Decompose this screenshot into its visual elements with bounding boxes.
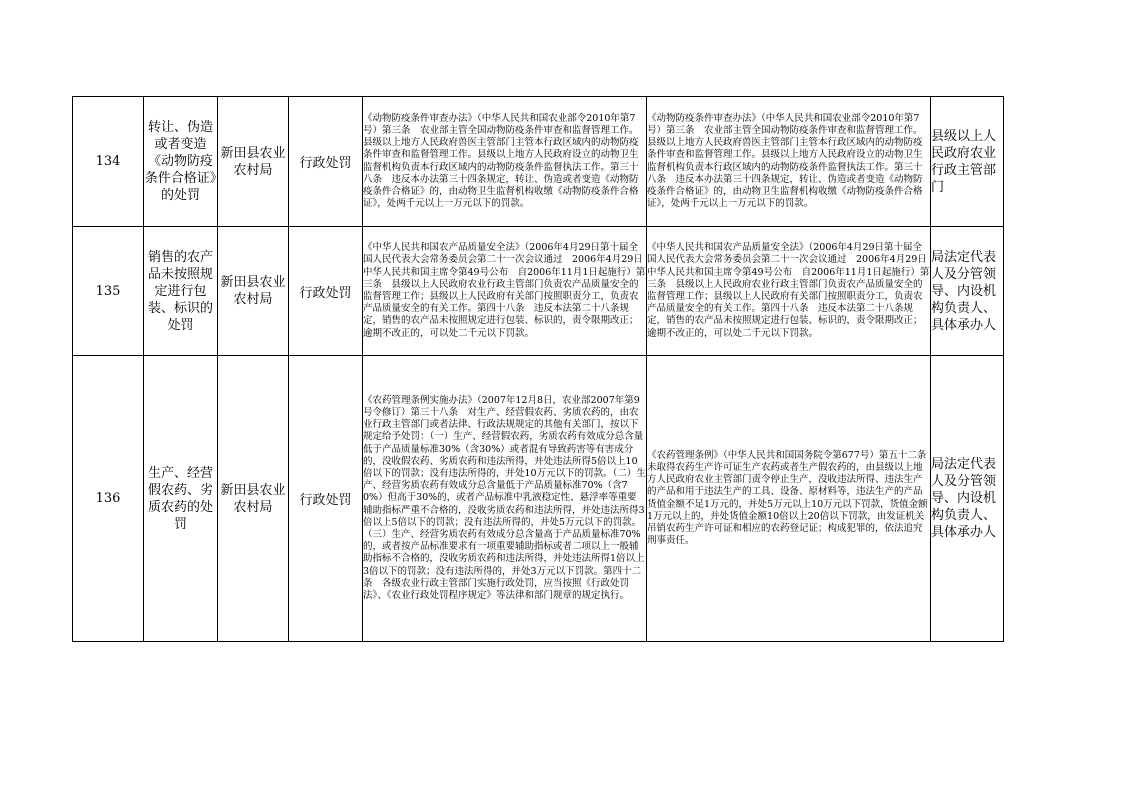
penalty-rule: 《动物防疫条件审查办法》（中华人民共和国农业部令2010年第7号）第三条 农业部主管全国动物防疫条件审查和监督管理工作。县级以上地方人民政府兽医主管部门主管本行政区域内的动物防疫条件审查和监督管理工作。县级以上地方人民政府设立的动物卫生监督机构负责本行政区域内的动物防疫条件监督执法工作。第三十八条 违反本办法第三十四条规定，转让、伪造或者变造《动物防疫条件合格证》的，由动物卫生监督机构收缴《动物防疫条件合格证》，处两千元以上一万元以下的罚款。 [647,97,931,227]
row-number: 136 [73,356,144,642]
penalty-rule: 《农药管理条例》（中华人民共和国国务院令第677号）第五十二条 未取得农药生产许可证生产农药或者生产假农药的，由县级以上地方人民政府农业主管部门责令停止生产，没收违法所得、违法生产的产品和用于违法生产的工具、设备、原材料等，违法生产的产品货值金额不足1万元的，并处5万元以上10万元以下罚款，货值金额1万元以上的，并处货值金额10倍以上20倍以下罚款，由发证机关吊销农药生产许可证和相应的农药登记证；构成犯罪的，依法追究刑事责任。 [647,356,931,642]
item-name: 生产、经营假农药、劣质农药的处罚 [144,356,218,642]
legal-basis: 《动物防疫条件审查办法》（中华人民共和国农业部令2010年第7号）第三条 农业部主管全国动物防疫条件审查和监督管理工作。县级以上地方人民政府兽医主管部门主管本行政区域内的动物防疫条件审查和监督管理工作。县级以上地方人民政府设立的动物卫生监督机构负责本行政区域内的动物防疫条件监督执法工作。第三十八条 违反本办法第三十四条规定，转让、伪造或者变造《动物防疫条件合格证》的，由动物卫生监督机构收缴《动物防疫条件合格证》，处两千元以上一万元以下的罚款。 [363,97,647,227]
table-row [73,356,1004,642]
table-row [73,227,1004,356]
implementing-department: 新田县农业农村局 [218,97,289,227]
responsible-party: 县级以上人民政府农业行政主管部门 [931,97,1004,227]
implementing-department: 新田县农业农村局 [218,227,289,356]
row-number: 134 [73,97,144,227]
penalty-rule: 《中华人民共和国农产品质量安全法》（2006年4月29日第十届全国人民代表大会常务委员会第二十一次会议通过 2006年4月29日中华人民共和国主席令第49号公布 自2006年11月1日起施行）第三条 县级以上人民政府农业行政主管部门负责农产品质量安全的监督管理工作；县级以上人民政府有关部门按照职责分工，负责农产品质量安全的有关工作。第四十八条 违反本法第二十八条规定，销售的农产品未按照规定进行包装、标识的，责令限期改正；逾期不改正的，可以处二千元以下罚款。 [647,227,931,356]
responsible-party: 局法定代表人及分管领导、内设机构负责人、具体承办人 [931,356,1004,642]
item-type: 行政处罚 [289,227,363,356]
legal-basis: 《中华人民共和国农产品质量安全法》（2006年4月29日第十届全国人民代表大会常务委员会第二十一次会议通过 2006年4月29日中华人民共和国主席令第49号公布 自2006年11月1日起施行）第三条 县级以上人民政府农业行政主管部门负责农产品质量安全的监督管理工作；县级以上人民政府有关部门按照职责分工，负责农产品质量安全的有关工作。第四十八条 违反本法第二十八条规定，销售的农产品未按照规定进行包装、标识的，责令限期改正；逾期不改正的，可以处二千元以下罚款。 [363,227,647,356]
row-number: 135 [73,227,144,356]
item-type: 行政处罚 [289,356,363,642]
item-type: 行政处罚 [289,97,363,227]
item-name: 转让、伪造或者变造《动物防疫条件合格证》的处罚 [144,97,218,227]
item-name: 销售的农产品未按照规定进行包装、标识的处罚 [144,227,218,356]
implementing-department: 新田县农业农村局 [218,356,289,642]
table-row [73,97,1004,227]
legal-basis: 《农药管理条例实施办法》（2007年12月8日，农业部2007年第9号令修订）第三十八条 对生产、经营假农药、劣质农药的，由农业行政主管部门或者法律、行政法规规定的其他有关部门，按以下规定给予处罚：（一）生产、经营假农药，劣质农药有效成分总含量低于产品质量标准30%（含30%）或者混有导致药害等有害成分的，没收假农药、劣质农药和违法所得，并处违法所得5倍以上10倍以下的罚款；没有违法所得的，并处10万元以下的罚款。（二）生产、经营劣质农药有效成分总含量低于产品质量标准70%（含70%）但高于30%的，或者产品标准中乳液稳定性、悬浮率等重要辅助指标严重不合格的，没收劣质农药和违法所得，并处违法所得3倍以上5倍以下的罚款；没有违法所得的，并处5万元以下的罚款。（三）生产、经营劣质农药有效成分总含量高于产品质量标准70%的，或者按产品标准要求有一项重要辅助指标或者二项以上一般辅助指标不合格的，没收劣质农药和违法所得，并处违法所得1倍以上3倍以下的罚款；没有违法所得的，并处3万元以下罚款。第四十二条 各级农业行政主管部门实施行政处罚，应当按照《行政处罚法》、《农业行政处罚程序规定》等法律和部门规章的规定执行。 [363,356,647,642]
penalty-table [72,96,1004,642]
responsible-party: 局法定代表人及分管领导、内设机构负责人、具体承办人 [931,227,1004,356]
